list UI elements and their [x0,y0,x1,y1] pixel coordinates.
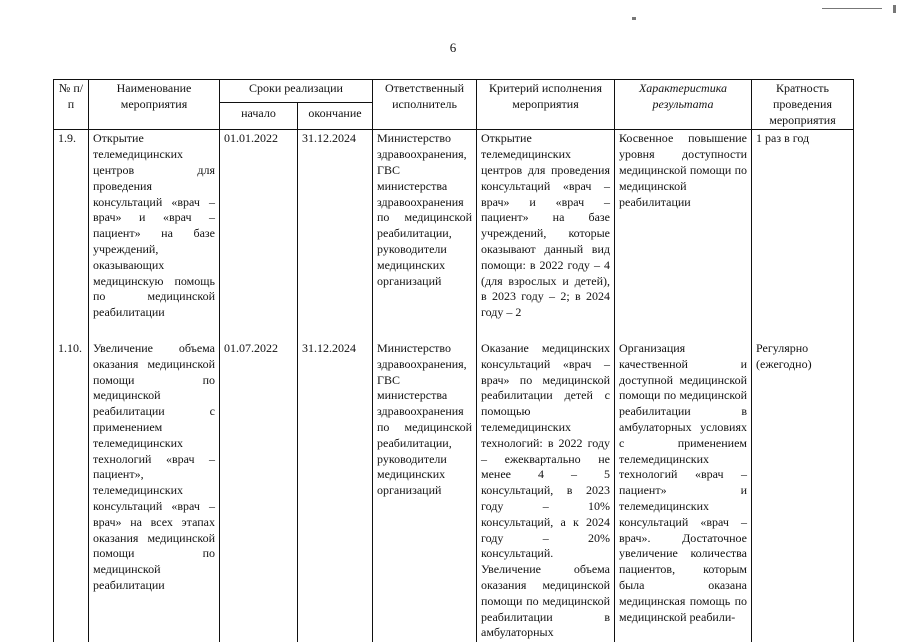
header-name: Наименование мероприятия [89,80,220,130]
row-name: Увеличение объема оказания медицинской помощи по медицинской реабилитации с применением телемедицинских технологий «врач – пациент», телемедицинских консультаций «врач – врач» на всех этапах оказания медицинской помощи по медицинской реабилитации [89,340,220,642]
row-start: 01.07.2022 [220,340,298,642]
header-terms: Сроки реализации [220,80,373,103]
row-frequency: Регулярно (ежегодно) [752,340,854,642]
row-responsible: Министерство здравоохранения, ГВС министерства здравоохранения по медицинской реабилитации, руководители медицинских организаций [373,340,477,642]
row-end: 31.12.2024 [298,130,373,322]
row-num: 1.9. [54,130,89,322]
row-name: Открытие телемедицинских центров для проведения консультаций «врач – врач» и «врач – пациент» на базе учреждений, оказывающих медицинскую помощь по медицинской реабилитации [89,130,220,322]
row-result: Косвенное повышение уровня доступности медицинской помощи по медицинской реабилитации [615,130,752,322]
scan-mark-top [822,8,882,9]
row-num: 1.10. [54,340,89,642]
header-end: окончание [298,102,373,130]
header-start: начало [220,102,298,130]
table-row [54,340,854,642]
row-criterion: Оказание медицинских консультаций «врач – врач» по медицинской реабилитации детей с помощью телемедицинских технологий: в 2022 году – ежеквартально не менее 4 – 5 консультаций, в 2023 году – 10% консультаций, а к 2024 году – 20% консультаций. Увеличение объема оказания медицинской помощи по медицинской реабилитации в амбулаторных [477,340,615,642]
row-responsible: Министерство здравоохранения, ГВС министерства здравоохранения по медицинской реабилитации, руководители медицинских организаций [373,130,477,322]
table-row [54,130,854,322]
header-result: Характеристика результата [615,80,752,130]
row-spacer [54,322,854,340]
row-start: 01.01.2022 [220,130,298,322]
header-num: № п/п [54,80,89,130]
page-number: 6 [449,40,457,55]
activities-table [53,79,854,642]
header-responsible: Ответственный исполнитель [373,80,477,130]
scan-mark-corner [893,5,896,13]
header-criterion: Критерий исполнения мероприятия [477,80,615,130]
row-end: 31.12.2024 [298,340,373,642]
row-frequency: 1 раз в год [752,130,854,322]
row-criterion: Открытие телемедицинских центров для проведения консультаций «врач – врач» и «врач – пациент» на базе учреждений, которые оказывают данный вид помощи: в 2022 году – 4 (для взрослых и детей), в 2023 году – 2; в 2024 году – 2 [477,130,615,322]
row-result: Организация качественной и доступной медицинской помощи по медицинской реабилитации в амбулаторных условиях с применением телемедицинских технологий «врач – пациент» и телемедицинских консультаций «врач – врач». Достаточное увеличение количества пациентов, которым была оказана медицинская помощь по медицинской реабили- [615,340,752,642]
scan-mark-dot [632,17,636,20]
header-frequency: Кратность проведения мероприятия [752,80,854,130]
